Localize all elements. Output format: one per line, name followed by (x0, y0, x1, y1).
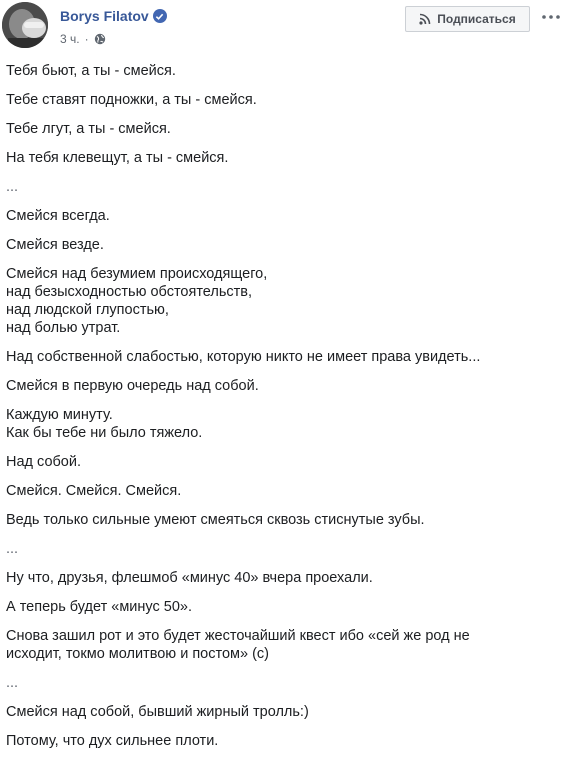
meta-separator: · (84, 32, 89, 46)
post-meta (60, 31, 106, 47)
post-time[interactable]: 3 ч. (60, 32, 80, 46)
post-paragraph: Ну что, друзья, флешмоб «минус 40» вчера проехали. (6, 570, 373, 586)
post-paragraph: Снова зашил рот и это будет жесточайший квест ибо «сей же род не исходит, токмо молитвою и постом» (с) (6, 628, 470, 662)
post-paragraph: Смейся над собой, бывший жирный тролль:) (6, 704, 309, 720)
post-paragraph: На тебя клевещут, а ты - смейся. (6, 150, 229, 166)
globe-icon[interactable] (94, 33, 106, 45)
verified-badge-icon (153, 9, 167, 23)
post-paragraph: ... (6, 541, 19, 557)
post-paragraph: Над собственной слабостью, которую никто не имеет права увидеть... (6, 349, 481, 365)
post-paragraph: Тебе ставят подножки, а ты - смейся. (6, 92, 257, 108)
more-dots-icon[interactable] (540, 6, 562, 28)
post-paragraph: А теперь будет «минус 50». (6, 599, 193, 615)
post-paragraph: Смейся везде. (6, 237, 104, 253)
post-paragraph: Тебя бьют, а ты - смейся. (6, 63, 176, 79)
subscribe-label: Подписаться (437, 12, 516, 26)
post-paragraph: Смейся всегда. (6, 208, 110, 224)
author-name-text[interactable]: Borys Filatov (60, 8, 149, 24)
rss-icon (419, 13, 431, 25)
post-paragraph: Потому, что дух сильнее плоти. (6, 733, 219, 749)
post-body (6, 62, 556, 761)
post-paragraph: Смейся в первую очередь над собой. (6, 378, 259, 394)
post-paragraph: ... (6, 179, 19, 195)
author-name[interactable] (60, 7, 167, 25)
avatar-photo (2, 2, 48, 48)
post-paragraph: ... (6, 675, 19, 691)
post-paragraph: Тебе лгут, а ты - смейся. (6, 121, 171, 137)
avatar[interactable] (2, 2, 48, 48)
post-header (0, 0, 565, 58)
post-paragraph: Каждую минуту. Как бы тебе ни было тяжело. (6, 407, 203, 441)
post-paragraph: Смейся. Смейся. Смейся. (6, 483, 182, 499)
post-paragraph: Над собой. (6, 454, 81, 470)
post-paragraph: Смейся над безумием происходящего, над безысходностью обстоятельств, над людской глупостью, над болью утрат. (6, 266, 268, 336)
post-paragraph: Ведь только сильные умеют смеяться сквозь стиснутые зубы. (6, 512, 425, 528)
subscribe-button[interactable] (405, 6, 530, 32)
